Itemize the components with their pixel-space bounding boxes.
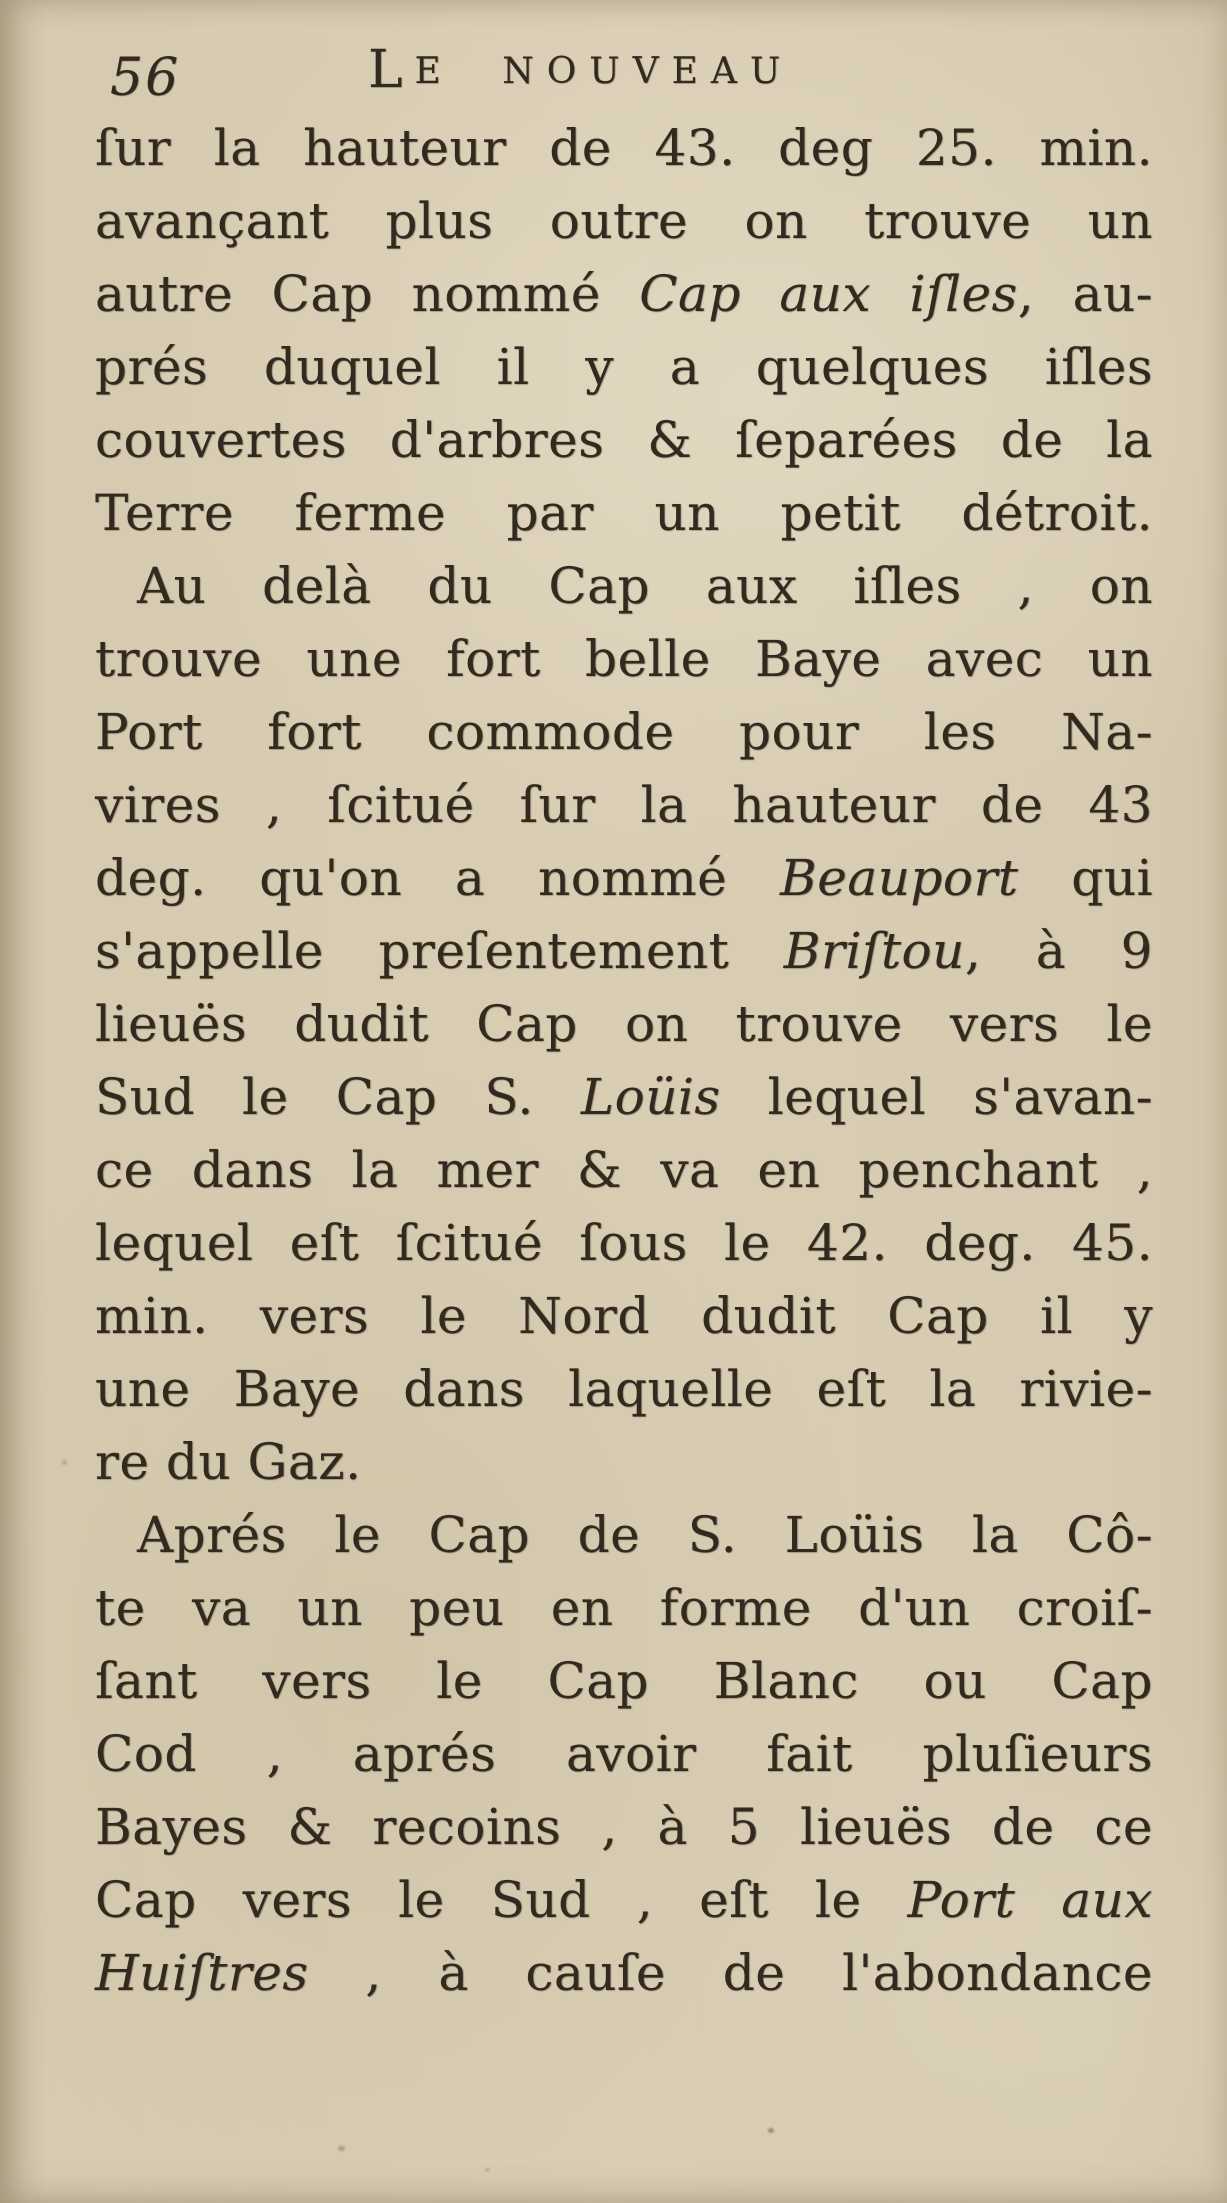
text-line: [95, 1572, 1153, 1645]
text-line: [95, 1061, 1153, 1134]
text-line: [95, 915, 1153, 988]
italic-text-segment: Briſtou: [783, 922, 965, 980]
text-segment: Au delà du Cap aux iſles , on: [137, 557, 1153, 615]
text-segment: couvertes d'arbres & ſeparées de la: [95, 411, 1153, 469]
text-segment: qui: [1018, 849, 1154, 907]
text-line: [95, 842, 1153, 915]
text-segment: prés duquel il y a quelques iſles: [95, 338, 1153, 396]
text-line: [95, 1134, 1153, 1207]
text-segment: min. vers le Nord dudit Cap il y: [95, 1287, 1153, 1345]
text-segment: Terre ferme par un petit détroit.: [95, 484, 1153, 542]
italic-text-segment: Huiſtres: [95, 1944, 309, 2002]
text-line: [95, 550, 1153, 623]
italic-text-segment: Port aux: [907, 1871, 1153, 1929]
text-line: [95, 1718, 1153, 1791]
text-line: [95, 185, 1153, 258]
text-segment: , à 9: [964, 922, 1153, 980]
text-segment: autre Cap nommé: [95, 265, 640, 323]
text-segment: s'appelle preſentement: [95, 922, 784, 980]
italic-text-segment: Beauport: [780, 849, 1019, 907]
italic-text-segment: Cap aux iſles: [639, 265, 1018, 323]
paper-speck: [338, 2146, 345, 2151]
text-line: [95, 1207, 1153, 1280]
text-line: [95, 1937, 1153, 2010]
text-line: [95, 696, 1153, 769]
text-line: [95, 1645, 1153, 1718]
text-segment: lequel eſt ſcitué ſous le 42. deg. 45.: [95, 1214, 1153, 1272]
text-segment: lequel s'avan-: [720, 1068, 1153, 1126]
text-segment: , à cauſe de l'abondance: [308, 1944, 1153, 2002]
text-line: [95, 1280, 1153, 1353]
text-line: [95, 769, 1153, 842]
text-segment: lieuës dudit Cap on trouve vers le: [95, 995, 1153, 1053]
page-header: [0, 40, 1227, 114]
text-segment: deg. qu'on a nommé: [95, 849, 781, 907]
text-line: [95, 623, 1153, 696]
paper-speck: [768, 2128, 774, 2133]
text-line: [95, 1791, 1153, 1864]
italic-text-segment: Loüis: [580, 1068, 721, 1126]
text-line: [95, 112, 1153, 185]
text-line: [95, 404, 1153, 477]
text-line: [95, 988, 1153, 1061]
text-line: [95, 1426, 1153, 1499]
page-number: 56: [110, 48, 181, 108]
running-title-initial: L: [368, 40, 415, 100]
text-segment: Aprés le Cap de S. Loüis la Cô-: [137, 1506, 1153, 1564]
text-segment: Sud le Cap S.: [95, 1068, 581, 1126]
paper-speck: [62, 1460, 67, 1465]
text-segment: Port fort commode pour les Na-: [95, 703, 1153, 761]
text-segment: Cod , aprés avoir fait pluſieurs: [95, 1725, 1153, 1783]
paper-speck: [485, 2168, 490, 2172]
text-segment: Cap vers le Sud , eſt le: [95, 1871, 908, 1929]
text-line: [95, 1353, 1153, 1426]
text-segment: te va un peu en forme d'un croiſ-: [95, 1579, 1153, 1637]
running-title: [368, 40, 794, 100]
text-segment: ſur la hauteur de 43. deg 25. min.: [95, 119, 1153, 177]
text-segment: ſant vers le Cap Blanc ou Cap: [95, 1652, 1153, 1710]
body-text: [95, 112, 1153, 2010]
text-segment: Bayes & recoins , à 5 lieuës de ce: [95, 1798, 1153, 1856]
text-line: [95, 331, 1153, 404]
text-segment: ce dans la mer & va en penchant ,: [95, 1141, 1153, 1199]
text-segment: trouve une fort belle Baye avec un: [95, 630, 1153, 688]
text-segment: re du Gaz.: [95, 1433, 362, 1491]
text-segment: avançant plus outre on trouve un: [95, 192, 1153, 250]
text-segment: une Baye dans laquelle eſt la rivie-: [95, 1360, 1153, 1418]
text-line: [95, 258, 1153, 331]
text-line: [95, 1499, 1153, 1572]
text-line: [95, 477, 1153, 550]
running-title-rest: E NOUVEAU: [414, 51, 794, 92]
text-line: [95, 1864, 1153, 1937]
text-segment: vires , ſcitué ſur la hauteur de 43: [95, 776, 1153, 834]
text-segment: , au-: [1017, 265, 1153, 323]
